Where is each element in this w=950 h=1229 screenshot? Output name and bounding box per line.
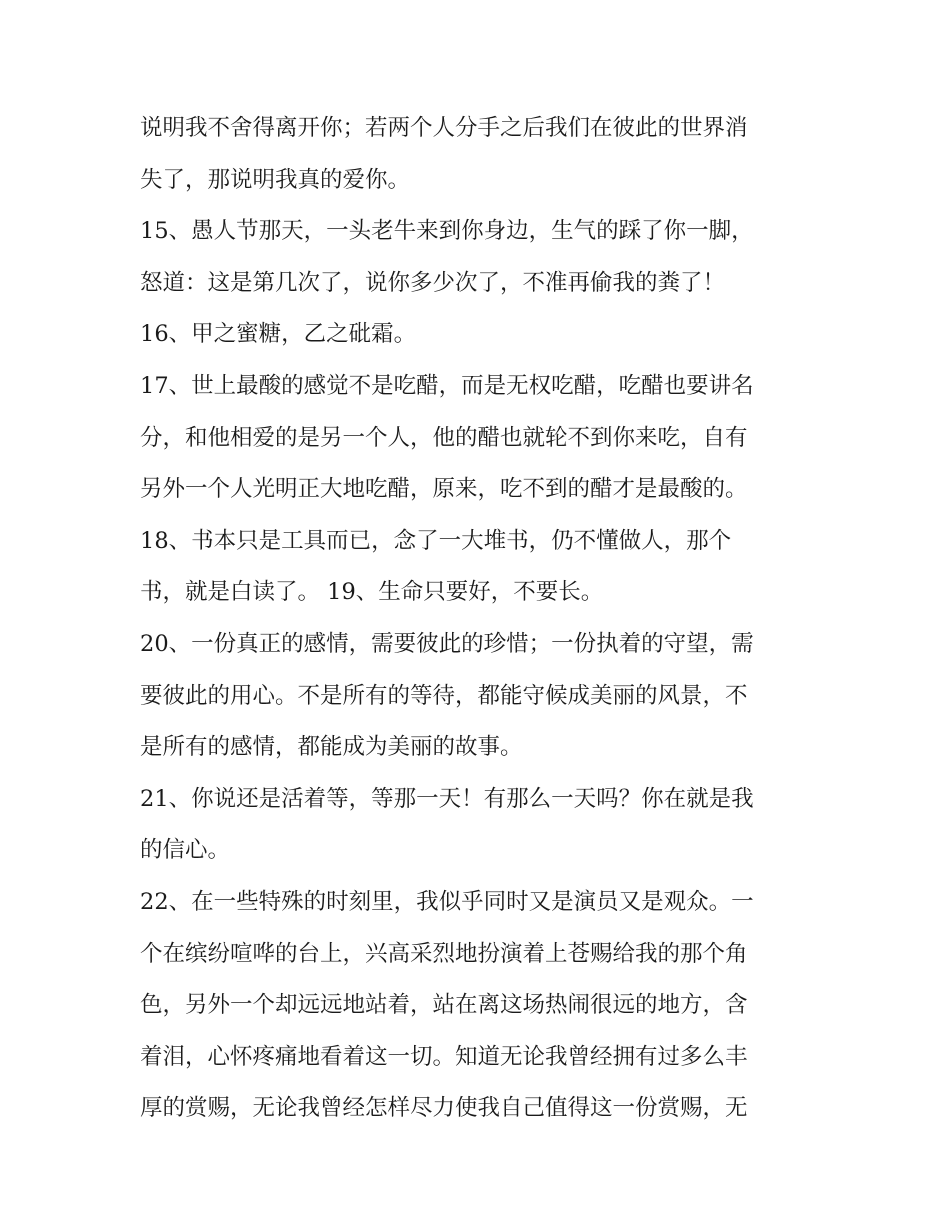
- text-line: 怒道：这是第几次了，说你多少次了，不准再偷我的粪了！: [140, 269, 726, 296]
- text-line: 厚的赏赐，无论我曾经怎样尽力使我自己值得这一份赏赐，无: [140, 1095, 748, 1122]
- text-line: 22、在一些特殊的时刻里，我似乎同时又是演员又是观众。一: [140, 888, 754, 915]
- text-line: 色，另外一个却远远地站着，站在离这场热闹很远的地方，含: [140, 992, 748, 1019]
- text-line: 另外一个人光明正大地吃醋，原来，吃不到的醋才是最酸的。: [140, 476, 748, 503]
- text-line: 15、愚人节那天，一头老牛来到你身边，生气的踩了你一脚，: [140, 218, 754, 245]
- text-line: 分，和他相爱的是另一个人，他的醋也就轮不到你来吃，自有: [140, 424, 748, 451]
- text-line: 要彼此的用心。不是所有的等待，都能守候成美丽的风景，不: [140, 682, 748, 709]
- text-line: 16、甲之蜜糖，乙之砒霜。: [140, 321, 417, 348]
- text-line: 说明我不舍得离开你；若两个人分手之后我们在彼此的世界消: [140, 115, 748, 141]
- body-text: [140, 103, 820, 1135]
- text-line: 17、世上最酸的感觉不是吃醋，而是无权吃醋，吃醋也要讲名: [140, 372, 754, 399]
- text-line: 着泪，心怀疼痛地看着这一切。知道无论我曾经拥有过多么丰: [140, 1043, 748, 1070]
- text-line: 的信心。: [140, 837, 231, 864]
- text-line: 失了，那说明我真的爱你。: [140, 166, 411, 193]
- text-line: 20、一份真正的感情，需要彼此的珍惜；一份执着的守望，需: [140, 630, 754, 657]
- text-line: 书，就是白读了。 19、生命只要好，不要长。: [140, 579, 604, 606]
- text-line: 18、书本只是工具而已，念了一大堆书，仍不懂做人，那个: [140, 527, 732, 554]
- text-line: 个在缤纷喧哗的台上，兴高采烈地扮演着上苍赐给我的那个角: [140, 940, 748, 967]
- text-line: 21、你说还是活着等，等那一天！有那么一天吗？你在就是我: [140, 785, 754, 812]
- text-line: 是所有的感情，都能成为美丽的故事。: [140, 734, 523, 761]
